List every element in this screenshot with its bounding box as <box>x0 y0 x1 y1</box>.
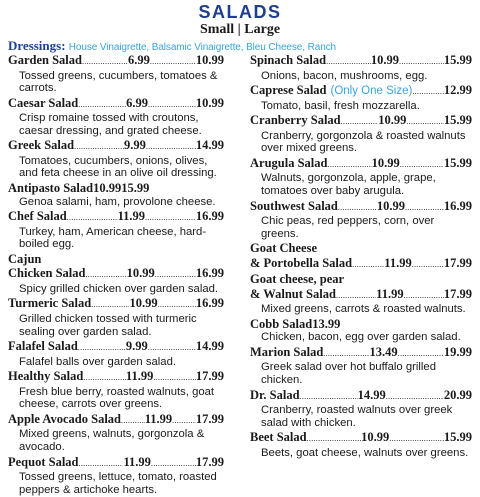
price-small: 11.99 <box>125 369 154 384</box>
item-name-line <box>8 266 224 283</box>
dot-leader <box>85 268 126 283</box>
dot-leader <box>323 347 369 362</box>
dot-leader <box>79 457 124 472</box>
price-large: 15.99 <box>443 113 472 128</box>
item-name-line <box>250 156 472 173</box>
item-name-line <box>8 96 224 113</box>
price-small: 10.99 <box>126 266 155 281</box>
dot-leader <box>78 341 126 356</box>
dot-leader <box>91 298 129 313</box>
dot-leader <box>151 457 196 472</box>
price-large: 20.99 <box>443 387 472 402</box>
item-name-line <box>250 317 472 332</box>
price-large: 17.99 <box>195 454 224 469</box>
menu-item-cajun-chicken-salad <box>8 252 224 296</box>
item-name-line-prefix <box>250 241 472 256</box>
item-name: Garden Salad <box>8 53 82 67</box>
item-description: Tomato, basil, fresh mozzarella. <box>261 99 420 112</box>
dressings-line <box>8 38 336 54</box>
menu-item-antipasto-salad <box>8 181 224 208</box>
dot-leader <box>326 55 371 70</box>
price-large: 12.99 <box>443 83 472 98</box>
dot-leader <box>341 115 379 130</box>
menu-item-garden-salad <box>8 53 224 95</box>
price-small: 10.99 <box>93 181 122 196</box>
item-name-line <box>8 53 224 70</box>
page-title: SALADS <box>198 2 282 22</box>
dot-leader <box>399 55 444 70</box>
size-legend: Small | Large <box>199 22 281 37</box>
menu-item-healthy-salad <box>8 369 224 411</box>
item-description: Turkey, ham, American cheese, hard-boiled egg. <box>19 225 207 251</box>
item-description: Greek salad over hot buffalo grilled chicken. <box>261 361 436 387</box>
price-small: 10.99 <box>361 430 390 445</box>
item-name: Caesar Salad <box>8 95 79 110</box>
item-name-line <box>8 181 224 196</box>
item-name: Apple Avocado Salad <box>8 411 121 426</box>
menu-item-dr-salad <box>250 388 472 430</box>
item-name-line <box>8 412 224 429</box>
menu-item-greek-salad <box>8 138 224 180</box>
dot-leader <box>146 140 196 155</box>
item-description: Mixed greens, walnuts, gorgonzola & avocado. <box>19 428 205 453</box>
item-name: Cranberry Salad <box>250 113 341 128</box>
menu-item-goat-cheese-portobella-salad <box>250 241 472 272</box>
menu-item-falafel-salad <box>8 339 224 368</box>
item-description: Chicken, bacon, egg over garden salad. <box>261 331 461 344</box>
item-description: Onions, bacon, mushrooms, egg. <box>261 69 428 82</box>
item-name: Turmeric Salad <box>8 296 92 311</box>
item-description: Tossed greens, cucumbers, tomatoes & carrots. <box>19 69 218 95</box>
dot-leader <box>155 268 196 283</box>
menu-item-beet-salad <box>250 430 472 459</box>
dot-leader <box>404 289 444 304</box>
item-name: Pequot Salad <box>8 454 79 469</box>
price-large: 15.99 <box>121 181 150 196</box>
menu-item-cobb-salad <box>250 317 472 344</box>
item-name-line <box>8 455 224 472</box>
dot-leader <box>83 371 126 386</box>
dot-leader <box>78 98 126 113</box>
menu-item-turmeric-salad <box>8 296 224 338</box>
dot-leader <box>67 211 118 226</box>
dot-leader <box>327 158 371 173</box>
dot-leader <box>405 201 444 216</box>
price-large: 17.99 <box>443 255 472 270</box>
price-large: 16.99 <box>195 209 224 224</box>
price-small: 11.99 <box>144 411 173 426</box>
item-name: Falafel Salad <box>8 339 78 354</box>
item-name-line <box>8 369 224 386</box>
dot-leader <box>412 85 444 100</box>
item-name: Cajun <box>8 251 42 266</box>
price-small: 13.49 <box>369 344 398 359</box>
item-name-line <box>250 345 472 362</box>
dot-leader <box>398 347 444 362</box>
price-large: 13.99 <box>312 316 341 331</box>
item-description: Crisp romaine tossed with croutons, caesar dressing, and grated cheese. <box>19 112 202 137</box>
price-large: 14.99 <box>195 138 224 153</box>
item-name-line <box>8 209 224 226</box>
dot-leader <box>158 298 196 313</box>
price-small: 10.99 <box>378 113 407 128</box>
item-name: Greek Salad <box>8 138 75 153</box>
price-small: 10.99 <box>129 296 158 311</box>
price-large: 16.99 <box>195 296 224 311</box>
item-description: Cranberry, roasted walnuts over greek salad with chicken. <box>261 404 453 429</box>
item-name: Cobb Salad <box>250 316 313 331</box>
item-description: Chic peas, red peppers, corn, over greens. <box>261 215 435 240</box>
item-description: Grilled chicken tossed with turmeric sealing over garden salad. <box>19 312 197 338</box>
item-name: Southwest Salad <box>250 198 338 213</box>
price-small: 14.99 <box>357 387 386 402</box>
menu-item-cranberry-salad <box>250 113 472 155</box>
menu-item-apple-avocado-salad <box>8 412 224 454</box>
item-name-line-prefix <box>8 252 224 267</box>
item-description: Beets, goat cheese, walnuts over greens. <box>261 446 469 459</box>
dressings-list: House Vinaigrette, Balsamic Vinaigrette, Bleu Cheese, Ranch <box>68 42 337 53</box>
menu-item-chef-salad <box>8 209 224 251</box>
item-name-line <box>250 53 472 70</box>
dot-leader <box>148 98 196 113</box>
price-small: 9.99 <box>124 138 146 153</box>
price-large: 15.99 <box>443 53 472 67</box>
dot-leader <box>389 432 444 447</box>
price-small: 11.99 <box>117 209 145 224</box>
item-name-line <box>250 388 472 405</box>
item-description: Tossed greens, lettuce, tomato, roasted peppers & artichoke hearts. <box>19 471 217 496</box>
dot-leader <box>148 341 196 356</box>
item-description: Spicy grilled chicken over garden salad. <box>19 282 219 295</box>
item-name: Beet Salad <box>250 430 307 445</box>
item-description: Genoa salami, ham, provolone cheese. <box>19 195 216 208</box>
price-large: 15.99 <box>443 430 472 445</box>
menu-item-southwest-salad <box>250 199 472 241</box>
menu-item-goat-cheese-pear-walnut-salad <box>250 272 472 316</box>
price-large: 14.99 <box>195 339 224 354</box>
dot-leader <box>412 258 444 273</box>
left-column <box>8 53 224 497</box>
menu-item-arugula-salad <box>250 156 472 198</box>
dot-leader <box>386 390 444 405</box>
price-small: 11.99 <box>384 255 412 270</box>
item-name-line <box>250 83 472 100</box>
dot-leader <box>307 432 362 447</box>
price-large: 19.99 <box>443 344 472 359</box>
item-description: Mixed greens, carrots & roasted walnuts. <box>261 303 466 316</box>
price-small: 10.99 <box>370 53 400 67</box>
price-large: 15.99 <box>443 155 472 170</box>
price-small: 10.99 <box>376 198 405 213</box>
price-small: 6.99 <box>127 53 150 67</box>
item-name: Healthy Salad <box>8 369 84 384</box>
item-name: & Portobella Salad <box>250 255 353 270</box>
price-small: 11.99 <box>123 454 151 469</box>
item-name-line <box>250 287 472 304</box>
item-name: Goat cheese, pear <box>250 272 345 287</box>
dot-leader <box>74 140 124 155</box>
dressings-label: Dressings: <box>8 38 66 53</box>
item-name: Marion Salad <box>250 344 324 359</box>
dot-leader <box>300 390 358 405</box>
menu-item-spinach-salad <box>250 53 472 82</box>
price-small: 10.99 <box>371 155 400 170</box>
item-name: Antipasto Salad <box>8 181 94 196</box>
dot-leader <box>121 414 145 429</box>
item-name-line <box>8 296 224 313</box>
dot-leader <box>352 258 384 273</box>
size-note: (Only One Size) <box>330 85 413 98</box>
item-description: Fresh blue berry, roasted walnuts, goat cheese, carrots over greens. <box>19 385 215 411</box>
menu-item-pequot-salad <box>8 455 224 497</box>
item-name: Arugula Salad <box>250 155 328 170</box>
item-description: Cranberry, gorgonzola & roasted walnuts over mixed greens. <box>261 129 466 155</box>
item-name: Chef Salad <box>8 209 67 224</box>
item-name-line <box>250 430 472 447</box>
item-name: Caprese Salad <box>250 83 327 98</box>
price-large: 10.99 <box>195 53 224 67</box>
price-large: 17.99 <box>195 411 224 426</box>
dot-leader <box>336 289 376 304</box>
item-name-line <box>8 339 224 356</box>
item-name: Spinach Salad <box>250 53 327 67</box>
price-small: 9.99 <box>125 339 148 354</box>
item-name: Chicken Salad <box>8 266 86 281</box>
item-description: Falafel balls over garden salad. <box>19 355 176 368</box>
menu-item-marion-salad <box>250 345 472 387</box>
price-large: 10.99 <box>195 95 224 110</box>
item-description: Tomatoes, cucumbers, onions, olives, and feta cheese in an olive oil dressing. <box>19 154 217 180</box>
price-large: 16.99 <box>195 266 224 281</box>
dot-leader <box>150 55 196 70</box>
item-name: & Walnut Salad <box>250 286 336 301</box>
item-name: Dr. Salad <box>250 387 300 402</box>
dot-leader <box>406 115 444 130</box>
item-name-line <box>8 138 224 155</box>
price-large: 17.99 <box>443 286 472 301</box>
dot-leader <box>172 414 196 429</box>
dot-leader <box>145 211 196 226</box>
right-column <box>250 53 472 460</box>
menu-item-caprese-salad <box>250 83 472 112</box>
dot-leader <box>400 158 444 173</box>
dot-leader <box>153 371 196 386</box>
item-name-line <box>250 256 472 273</box>
item-name-line <box>250 113 472 130</box>
price-large: 17.99 <box>195 369 224 384</box>
price-small: 6.99 <box>126 95 148 110</box>
dot-leader <box>338 201 377 216</box>
item-name-line-prefix <box>250 272 472 287</box>
item-name-line <box>250 199 472 216</box>
price-large: 16.99 <box>443 198 472 213</box>
dot-leader <box>82 55 128 70</box>
item-description: Walnuts, gorgonzola, apple, grape, tomatoes over baby arugula. <box>261 172 436 197</box>
menu-item-caesar-salad <box>8 96 224 138</box>
price-small: 11.99 <box>376 286 404 301</box>
item-name: Goat Cheese <box>250 241 317 256</box>
